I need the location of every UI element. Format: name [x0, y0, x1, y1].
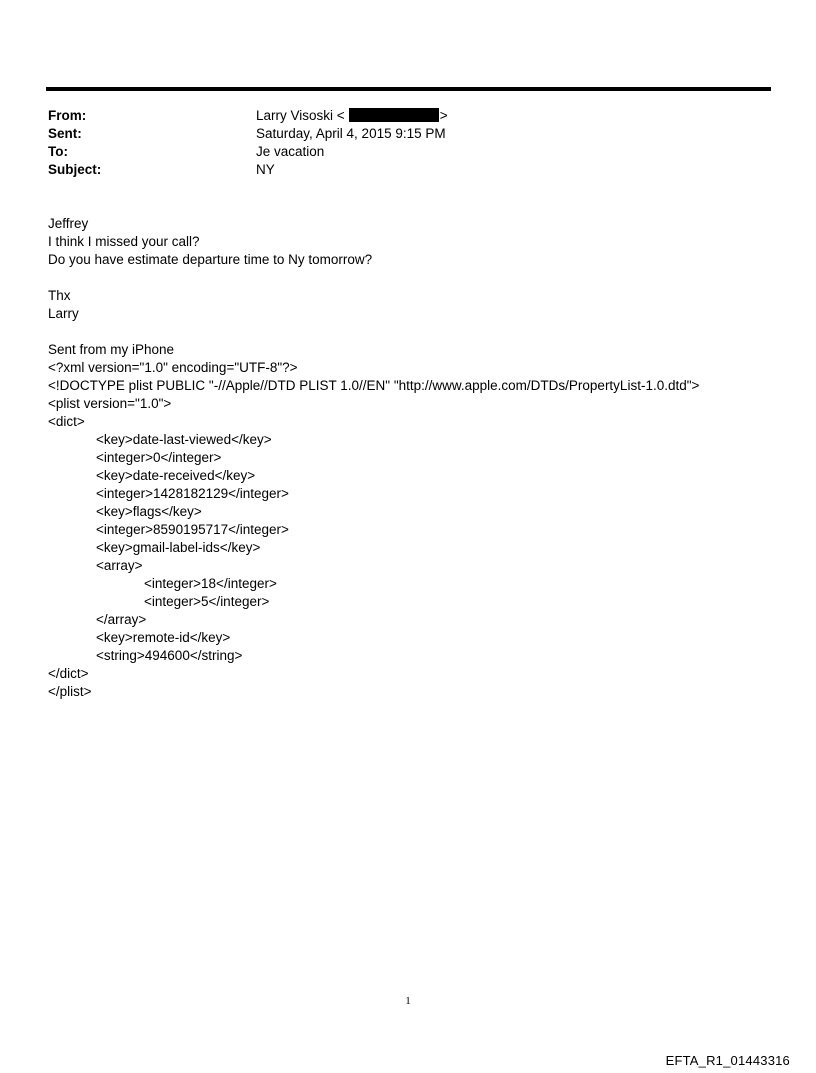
bates-number: EFTA_R1_01443316	[665, 1053, 790, 1068]
sent-row	[48, 125, 748, 143]
sent-value: Saturday, April 4, 2015 9:15 PM	[256, 126, 446, 141]
plist-string: <string>494600</string>	[96, 648, 243, 663]
array-close-tag: </array>	[96, 612, 147, 627]
array-open-tag: <array>	[96, 558, 143, 573]
page-number: 1	[405, 995, 411, 1007]
from-label: From:	[48, 108, 87, 123]
message-line: Do you have estimate departure time to Ny tomorrow?	[48, 252, 373, 267]
plist-key: <key>date-last-viewed</key>	[96, 432, 272, 447]
subject-label: Subject:	[48, 162, 102, 177]
to-label: To:	[48, 144, 68, 159]
from-open-bracket: <	[336, 108, 345, 123]
subject-row	[48, 161, 748, 179]
plist-close-tag: </plist>	[48, 684, 92, 699]
email-header	[48, 107, 748, 179]
blank-line	[48, 269, 788, 287]
signature: Larry	[48, 306, 79, 321]
dict-open-tag: <dict>	[48, 414, 85, 429]
email-body	[48, 215, 788, 701]
plist-open-tag: <plist version="1.0">	[48, 396, 172, 411]
message-line: I think I missed your call?	[48, 234, 200, 249]
greeting: Jeffrey	[48, 216, 89, 231]
plist-key: <key>remote-id</key>	[96, 630, 231, 645]
to-row	[48, 143, 748, 161]
redaction-block	[349, 108, 439, 122]
plist-xml-declaration: <?xml version="1.0" encoding="UTF-8"?>	[48, 360, 298, 375]
from-close-bracket: >	[439, 108, 448, 123]
dict-close-tag: </dict>	[48, 666, 89, 681]
plist-integer: <integer>1428182129</integer>	[96, 486, 289, 501]
plist-doctype: <!DOCTYPE plist PUBLIC "-//Apple//DTD PLIST 1.0//EN" "http://www.apple.com/DTDs/PropertyList-1.0.dtd">	[48, 378, 700, 393]
plist-key: <key>date-received</key>	[96, 468, 256, 483]
blank-line	[48, 323, 788, 341]
from-row	[48, 107, 748, 125]
plist-key: <key>flags</key>	[96, 504, 202, 519]
array-integer: <integer>5</integer>	[144, 594, 270, 609]
from-name: Larry Visoski	[256, 108, 334, 123]
subject-value: NY	[256, 162, 275, 177]
plist-key: <key>gmail-label-ids</key>	[96, 540, 261, 555]
array-integer: <integer>18</integer>	[144, 576, 277, 591]
header-divider	[46, 87, 771, 91]
sent-label: Sent:	[48, 126, 82, 141]
to-value: Je vacation	[256, 144, 325, 159]
closing: Thx	[48, 288, 71, 303]
plist-integer: <integer>0</integer>	[96, 450, 222, 465]
plist-integer: <integer>8590195717</integer>	[96, 522, 289, 537]
sent-from-note: Sent from my iPhone	[48, 342, 175, 357]
from-value	[256, 107, 448, 125]
